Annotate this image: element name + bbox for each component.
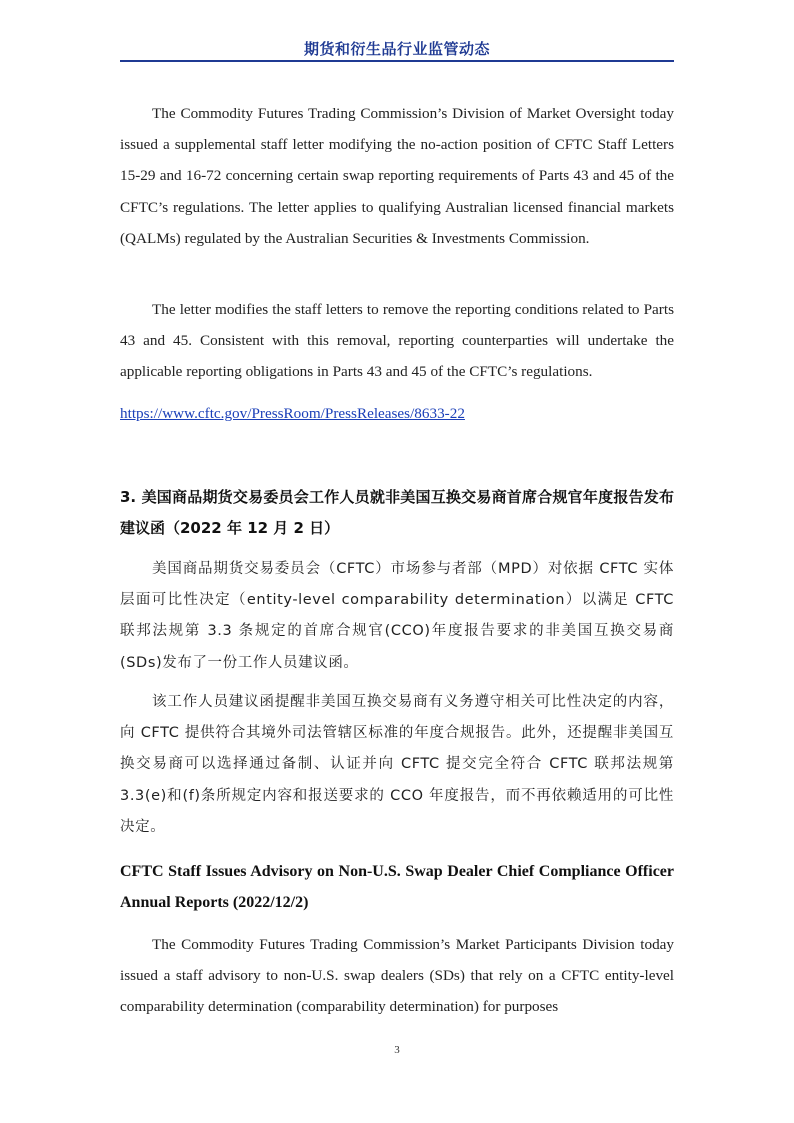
page-number: 3 xyxy=(394,1044,400,1056)
press-release-link[interactable]: https://www.cftc.gov/PressRoom/PressReleases/8633-22 xyxy=(120,405,465,422)
intro-paragraph-2: The letter modifies the staff letters to remove the reporting conditions related to Parts 43 and 45. Consistent with this removal, reporting counterparties will undertake the applicable reporting obligations in Parts 43 and 45 of the CFTC’s regulations. xyxy=(120,301,674,381)
section-3-paragraph-2: 该工作人员建议函提醒非美国互换交易商有义务遵守相关可比性决定的内容，向 CFTC 提供符合其境外司法管辖区标准的年度合规报告。此外，还提醒非美国互换交易商可以选择通过备制、认证并向 CFTC 提交完全符合 CFTC 联邦法规第 3.3(e)和(f)条所规定内容和报送要求的 CCO 年度报告，而不再依赖适用的可比性决定。 xyxy=(120,694,674,835)
english-section-paragraph: The Commodity Futures Trading Commission’s Market Participants Division today issued a staff advisory to non-U.S. swap dealers (SDs) that rely on a CFTC entity-level comparability determination (comparability determination) for purposes xyxy=(120,936,674,1016)
running-header-title: 期货和衍生品行业监管动态 xyxy=(303,40,490,58)
header-divider xyxy=(120,60,674,62)
section-3-heading: 3. 美国商品期货交易委员会工作人员就非美国互换交易商首席合规官年度报告发布建议函（2022 年 12 月 2 日） xyxy=(120,488,674,537)
section-3-paragraph-1: 美国商品期货交易委员会（CFTC）市场参与者部（MPD）对依据 CFTC 实体层面可比性决定（entity-level comparability determination）以满足 CFTC 联邦法规第 3.3 条规定的首席合规官(CCO)年度报告要求的非美国互换交易商(SDs)发布了一份工作人员建议函。 xyxy=(120,561,674,671)
english-section-heading: CFTC Staff Issues Advisory on Non-U.S. Swap Dealer Chief Compliance Officer Annual Reports (2022/12/2) xyxy=(120,863,674,911)
intro-paragraph-1: The Commodity Futures Trading Commission’s Division of Market Oversight today issued a supplemental staff letter modifying the no-action position of CFTC Staff Letters 15-29 and 16-72 concerning certain swap reporting requirements of Parts 43 and 45 of the CFTC’s regulations. The letter applies to qualifying Australian licensed financial markets (QALMs) regulated by the Australian Securities & Investments Commission. xyxy=(120,105,674,247)
